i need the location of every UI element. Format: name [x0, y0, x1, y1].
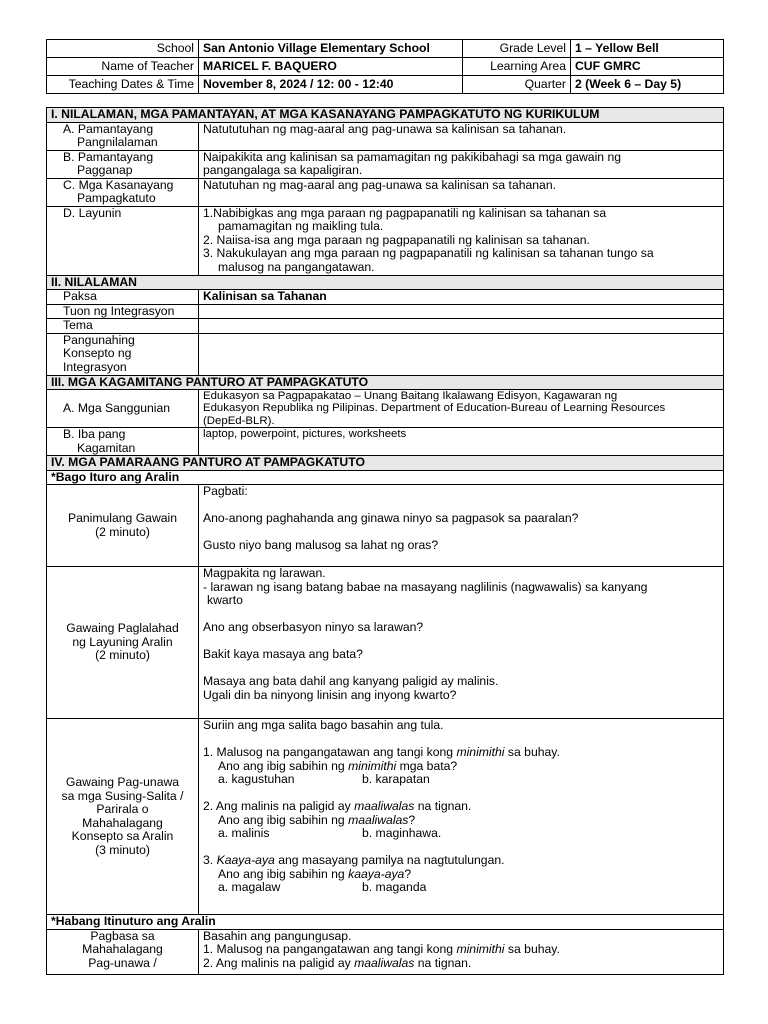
- pag-unawa-text: Suriin ang mga salita bago basahin ang tula. 1. Malusog na pangangatawan ang tangi kong minimithi sa buhay. Ano ang ibig sabihin ng minimithi mga bata? a. kagustuhan b. karapatan 2. Ang malinis na paligid ay maaliwalas na tignan. Ano ang ibig sabihin ng maaliwalas? a. malinis b. maginhawa. 3. Kaaya-aya ang masayang pamilya na nagtutulungan. Ano ang ibig sabihin ng kaaya-aya? a. magalaw b. maganda: [199, 719, 724, 915]
- pag-unawa-label: Gawaing Pag-unawa sa mga Susing-Salita / Parirala o Mahahalagang Konsepto sa Aralin (3 minuto): [47, 719, 199, 915]
- paksa-label: Paksa: [47, 290, 199, 305]
- pamantayang-pangnilalaman-label: A. Pamantayang Pangnilalaman: [47, 122, 199, 150]
- lesson-plan-table: [46, 107, 724, 975]
- tuon-label: Tuon ng Integrasyon: [47, 304, 199, 319]
- dates-label: Teaching Dates & Time: [47, 76, 199, 94]
- dates-value: November 8, 2024 / 12: 00 - 12:40: [199, 76, 463, 94]
- section-2-title: II. NILALAMAN: [47, 275, 724, 290]
- teacher-label: Name of Teacher: [47, 58, 199, 76]
- konsepto-label: Pangunahing Konsepto ng Integrasyon: [47, 333, 199, 375]
- paglalahad-text: Magpakita ng larawan. - larawan ng isang batang babae na masayang naglilinis (nagwawalis) sa kanyang kwarto Ano ang obserbasyon ninyo sa larawan? Bakit kaya masaya ang bata? Masaya ang bata dahil ang kanyang paligid ay malinis. Ugali din ba ninyong linisin ang inyong kwarto?: [199, 567, 724, 719]
- section-4-title: IV. MGA PAMARAANG PANTURO AT PAMPAGKATUTO: [47, 456, 724, 471]
- sanggunian-text: Edukasyon sa Pagpapakatao – Unang Baitang Ikalawang Edisyon, Kagawaran ng Edukasyon Republika ng Pilipinas. Department of Education-Bureau of Learning Resources (DepEd-BLR).: [199, 390, 724, 428]
- paglalahad-label: Gawaing Paglalahad ng Layuning Aralin (2 minuto): [47, 567, 199, 719]
- grade-value: 1 – Yellow Bell: [571, 40, 724, 58]
- section-3-title: III. MGA KAGAMITANG PANTURO AT PAMPAGKATUTO: [47, 375, 724, 390]
- pagbasa-label: Pagbasa sa Mahahalagang Pag-unawa /: [47, 929, 199, 974]
- school-value: San Antonio Village Elementary School: [199, 40, 463, 58]
- sanggunian-label: A. Mga Sanggunian: [47, 390, 199, 428]
- pamantayang-pangnilalaman-text: Natututuhan ng mag-aaral ang pag-unawa sa kalinisan sa tahanan.: [199, 122, 724, 150]
- tema-value: [199, 319, 724, 334]
- area-value: CUF GMRC: [571, 58, 724, 76]
- pamantayang-pagganap-text: Naipakikita ang kalinisan sa pamamagitan ng pakikibahagi sa mga gawain ng pangangalaga sa kapaligiran.: [199, 150, 724, 178]
- panimulang-gawain-text: Pagbati: Ano-anong paghahanda ang ginawa ninyo sa pagpasok sa paaralan? Gusto niyo bang malusog sa lahat ng oras?: [199, 485, 724, 567]
- school-label: School: [47, 40, 199, 58]
- section-1-title: I. NILALAMAN, MGA PAMANTAYAN, AT MGA KASANAYANG PAMPAGKATUTO NG KURIKULUM: [47, 108, 724, 123]
- layunin-label: D. Layunin: [47, 206, 199, 275]
- tema-label: Tema: [47, 319, 199, 334]
- kasanayang-pampagkatuto-label: C. Mga Kasanayang Pampagkatuto: [47, 178, 199, 206]
- habang-itinuturo-heading: *Habang Itinuturo ang Aralin: [47, 915, 724, 930]
- bago-ituro-heading: *Bago Ituro ang Aralin: [47, 470, 724, 485]
- panimulang-gawain-label: Panimulang Gawain (2 minuto): [47, 485, 199, 567]
- header-table: [46, 39, 724, 94]
- kasanayang-pampagkatuto-text: Natutuhan ng mag-aaral ang pag-unawa sa kalinisan sa tahanan.: [199, 178, 724, 206]
- quarter-value: 2 (Week 6 – Day 5): [571, 76, 724, 94]
- iba-pang-kagamitan-label: B. Iba pang Kagamitan: [47, 428, 199, 456]
- paksa-value: Kalinisan sa Tahanan: [199, 290, 724, 305]
- quarter-label: Quarter: [463, 76, 571, 94]
- konsepto-value: [199, 333, 724, 375]
- teacher-value: MARICEL F. BAQUERO: [199, 58, 463, 76]
- pamantayang-pagganap-label: B. Pamantayang Pagganap: [47, 150, 199, 178]
- iba-pang-kagamitan-text: laptop, powerpoint, pictures, worksheets: [199, 428, 724, 456]
- pagbasa-text: Basahin ang pangungusap. 1. Malusog na pangangatawan ang tangi kong minimithi sa buhay. 2. Ang malinis na paligid ay maaliwalas na tignan.: [199, 929, 724, 974]
- grade-label: Grade Level: [463, 40, 571, 58]
- tuon-value: [199, 304, 724, 319]
- layunin-text: 1.Nabibigkas ang mga paraan ng pagpapanatili ng kalinisan sa tahanan sa pamamagitan ng maikling tula. 2. Naiisa-isa ang mga paraan ng pagpapanatili ng kalinisan sa tahanan. 3. Nakukulayan ang mga paraan ng pagpapanatili ng kalinisan sa tahanan tungo sa malusog na pangangatawan.: [199, 206, 724, 275]
- area-label: Learning Area: [463, 58, 571, 76]
